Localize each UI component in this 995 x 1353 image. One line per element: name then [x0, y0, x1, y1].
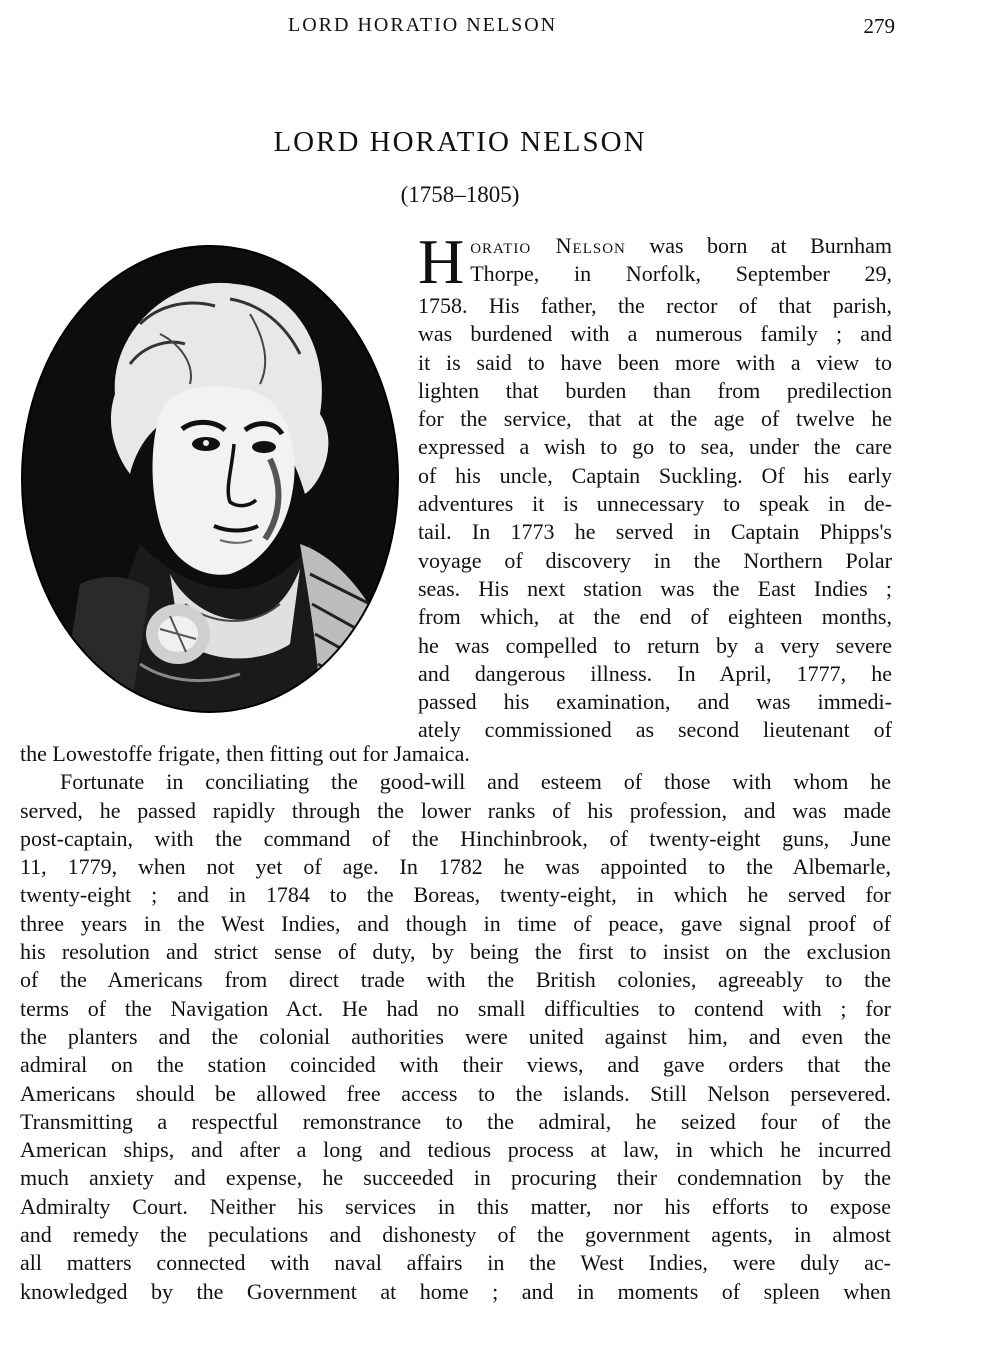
text-line: American ships, and after a long and tedious process at law, in which he incurred	[20, 1137, 891, 1163]
text-line: the Lowestoffe frigate, then fitting out for Jamaica.	[20, 741, 470, 766]
text-line: his resolution and strict sense of duty, by being the first to insist on the exclusion	[20, 939, 891, 965]
text-line: he was compelled to return by a very severe	[418, 632, 892, 658]
text-line: Transmitting a respectful remonstrance to the admiral, he seized four of the	[20, 1108, 891, 1134]
text-line: was burdened with a numerous family ; and	[418, 321, 892, 347]
text-line: the planters and the colonial authorities were united against him, and even the	[20, 1023, 891, 1049]
text-line	[470, 232, 892, 260]
text-line: Admiralty Court. Neither his services in this matter, nor his efforts to expose	[20, 1193, 891, 1219]
text-line: much anxiety and expense, he succeeded in procuring their condemnation by the	[20, 1165, 891, 1191]
article-dates: (1758–1805)	[400, 182, 520, 207]
text-line: ately commissioned as second lieutenant of	[418, 717, 892, 743]
wrapped-text-block	[418, 226, 892, 745]
text-line: seas. His next station was the East Indies ;	[418, 575, 892, 601]
text-line: expressed a wish to go to sea, under the care	[418, 434, 892, 460]
text-line: all matters connected with naval affairs in the West Indies, were duly ac-	[20, 1250, 891, 1276]
text-line: served, he passed rapidly through the lower ranks of his profession, and was made	[20, 797, 891, 823]
text-line: 11, 1779, when not yet of age. In 1782 he was appointed to the Albemarle,	[20, 854, 891, 880]
text-line: was born at Burnham	[625, 233, 892, 258]
text-line: lighten that burden than from predilection	[418, 377, 892, 403]
text-line: three years in the West Indies, and though in time of peace, gave signal proof of	[20, 910, 891, 936]
text-line: passed his examination, and was immedi-	[418, 689, 892, 715]
text-line: twenty-eight ; and in 1784 to the Boreas, twenty-eight, in which he served for	[20, 882, 891, 908]
text-line: admiral on the station coincided with their views, and gave orders that the	[20, 1052, 891, 1078]
text-line: it is said to have been more with a view to	[418, 349, 892, 375]
first-word-small-caps: oratio Nelson	[470, 233, 626, 258]
page-number: 279	[863, 14, 895, 38]
nelson-portrait-image	[20, 244, 400, 714]
text-line: Americans should be allowed free access to the islands. Still Nelson persevered.	[20, 1080, 891, 1106]
text-line: and remedy the peculations and dishonesty of the government agents, in almost	[20, 1222, 891, 1248]
text-line: voyage of discovery in the Northern Polar	[418, 547, 892, 573]
text-line: and dangerous illness. In April, 1777, he	[418, 660, 892, 686]
article-title: LORD HORATIO NELSON	[273, 126, 647, 158]
text-line: adventures it is unnecessary to speak in de-	[418, 491, 892, 517]
running-head	[0, 14, 995, 42]
text-line: terms of the Navigation Act. He had no small difficulties to contend with ; for	[20, 995, 891, 1021]
text-line: tail. In 1773 he served in Captain Phipps's	[418, 519, 892, 545]
text-line: of his uncle, Captain Suckling. Of his early	[418, 462, 892, 488]
drop-cap: H	[418, 226, 465, 297]
body-text-block	[20, 740, 891, 1306]
text-line: knowledged by the Government at home ; and in moments of spleen when	[20, 1278, 891, 1304]
text-line: post-captain, with the command of the Hinchinbrook, of twenty-eight guns, June	[20, 825, 891, 851]
text-line: of the Americans from direct trade with the British colonies, agreeably to the	[20, 967, 891, 993]
text-line: Thorpe, in Norfolk, September 29,	[470, 261, 892, 287]
text-line: Fortunate in conciliating the good-will and esteem of those with whom he	[60, 769, 891, 795]
running-title: LORD HORATIO NELSON	[288, 14, 558, 36]
text-line: 1758. His father, the rector of that parish,	[418, 293, 892, 318]
text-line: from which, at the end of eighteen months,	[418, 604, 892, 630]
text-line: for the service, that at the age of twelve he	[418, 406, 892, 432]
